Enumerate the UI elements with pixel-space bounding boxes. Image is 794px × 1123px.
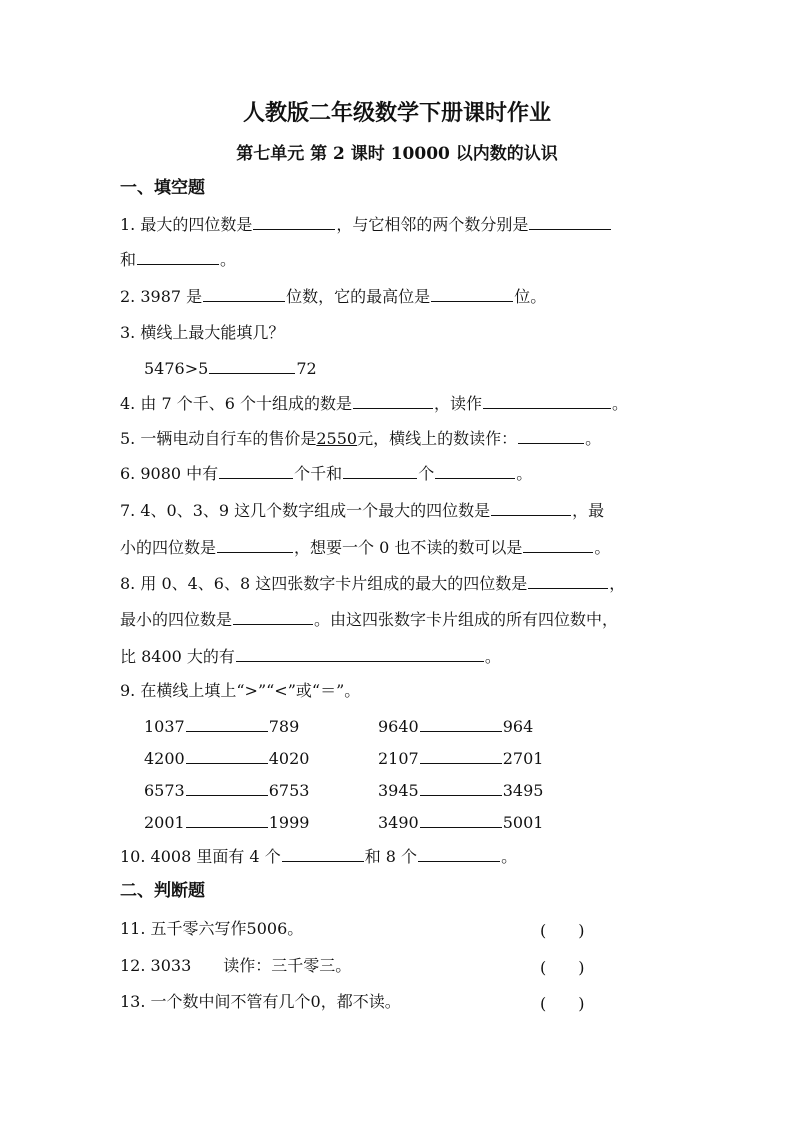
question-6: 6. 9080 中有 个千和 个 。 [120,464,533,483]
answer-blank[interactable] [343,462,417,479]
question-13: 13. 一个数中间不管有几个0，都不读。 [120,992,401,1011]
question-8-line-3: 比 8400 大的有 。 [120,647,501,666]
question-3-expression: 5476>5 72 [144,359,317,378]
section-fill-in-heading: 一、填空题 [120,178,205,198]
page-subtitle: 第七单元 第 2 课时 10000 以内数的认识 [236,144,558,164]
compare-item: 9640 964 [378,717,534,736]
answer-blank[interactable] [233,608,313,625]
answer-blank[interactable] [529,213,611,230]
question-1-line-2: 和 。 [120,250,237,269]
question-8-line-1: 8. 用 0、4、6、8 这四张数字卡片组成的最大的四位数是 ， [120,574,626,593]
answer-blank[interactable] [203,285,285,302]
price-number: 2550 [316,429,358,448]
compare-item: 2107 2701 [378,749,544,768]
answer-blank[interactable] [528,572,608,589]
answer-blank[interactable] [420,715,502,732]
compare-item: 3490 5001 [378,813,544,832]
question-12: 12. 3033 读作：三千零三。 [120,956,352,975]
answer-blank[interactable] [420,779,502,796]
answer-blank[interactable] [435,462,515,479]
answer-blank[interactable] [236,645,484,662]
answer-blank[interactable] [217,536,293,553]
answer-blank[interactable] [518,427,584,444]
answer-blank[interactable] [420,811,502,828]
answer-blank[interactable] [523,536,593,553]
section-true-false-heading: 二、判断题 [120,881,205,901]
answer-blank[interactable] [353,392,433,409]
compare-item: 2001 1999 [144,813,310,832]
answer-blank[interactable] [483,392,611,409]
question-5: 5. 一辆电动自行车的售价是2550元，横线上的数读作： 。 [120,429,602,448]
answer-blank[interactable] [186,779,268,796]
question-1-line-1: 1. 最大的四位数是 ，与它相邻的两个数分别是 [120,213,612,236]
question-7-line-2: 小的四位数是 ，想要一个 0 也不读的数可以是 。 [120,538,611,557]
question-4: 4. 由 7 个千、6 个十组成的数是 ，读作 。 [120,394,629,413]
answer-parentheses[interactable]: ( ) [540,994,585,1013]
question-8-line-2: 最小的四位数是 。由这四张数字卡片组成的所有四位数中， [120,610,619,629]
question-11: 11. 五千零六写作5006。 [120,919,304,938]
answer-blank[interactable] [137,248,219,265]
compare-item: 3945 3495 [378,781,544,800]
question-10: 10. 4008 里面有 4 个 和 8 个 。 [120,847,518,866]
answer-blank[interactable] [418,845,500,862]
answer-blank[interactable] [209,357,295,374]
question-7-line-1: 7. 4、0、3、9 这几个数字组成一个最大的四位数是 ，最 [120,501,605,520]
answer-blank[interactable] [282,845,364,862]
compare-item: 4200 4020 [144,749,310,768]
compare-item: 1037 789 [144,717,300,736]
answer-blank[interactable] [491,499,571,516]
answer-blank[interactable] [186,811,268,828]
answer-blank[interactable] [186,747,268,764]
question-2: 2. 3987 是 位数，它的最高位是 位。 [120,287,547,306]
answer-blank[interactable] [219,462,293,479]
answer-parentheses[interactable]: ( ) [540,921,585,940]
answer-blank[interactable] [186,715,268,732]
compare-item: 6573 6753 [144,781,310,800]
answer-parentheses[interactable]: ( ) [540,958,585,977]
question-3: 3. 横线上最大能填几？ [120,323,285,342]
page-title: 人教版二年级数学下册课时作业 [242,100,551,126]
question-9: 9. 在横线上填上“>”“<”或“＝”。 [120,681,361,700]
answer-blank[interactable] [431,285,513,302]
answer-blank[interactable] [420,747,502,764]
answer-blank[interactable] [253,213,335,230]
